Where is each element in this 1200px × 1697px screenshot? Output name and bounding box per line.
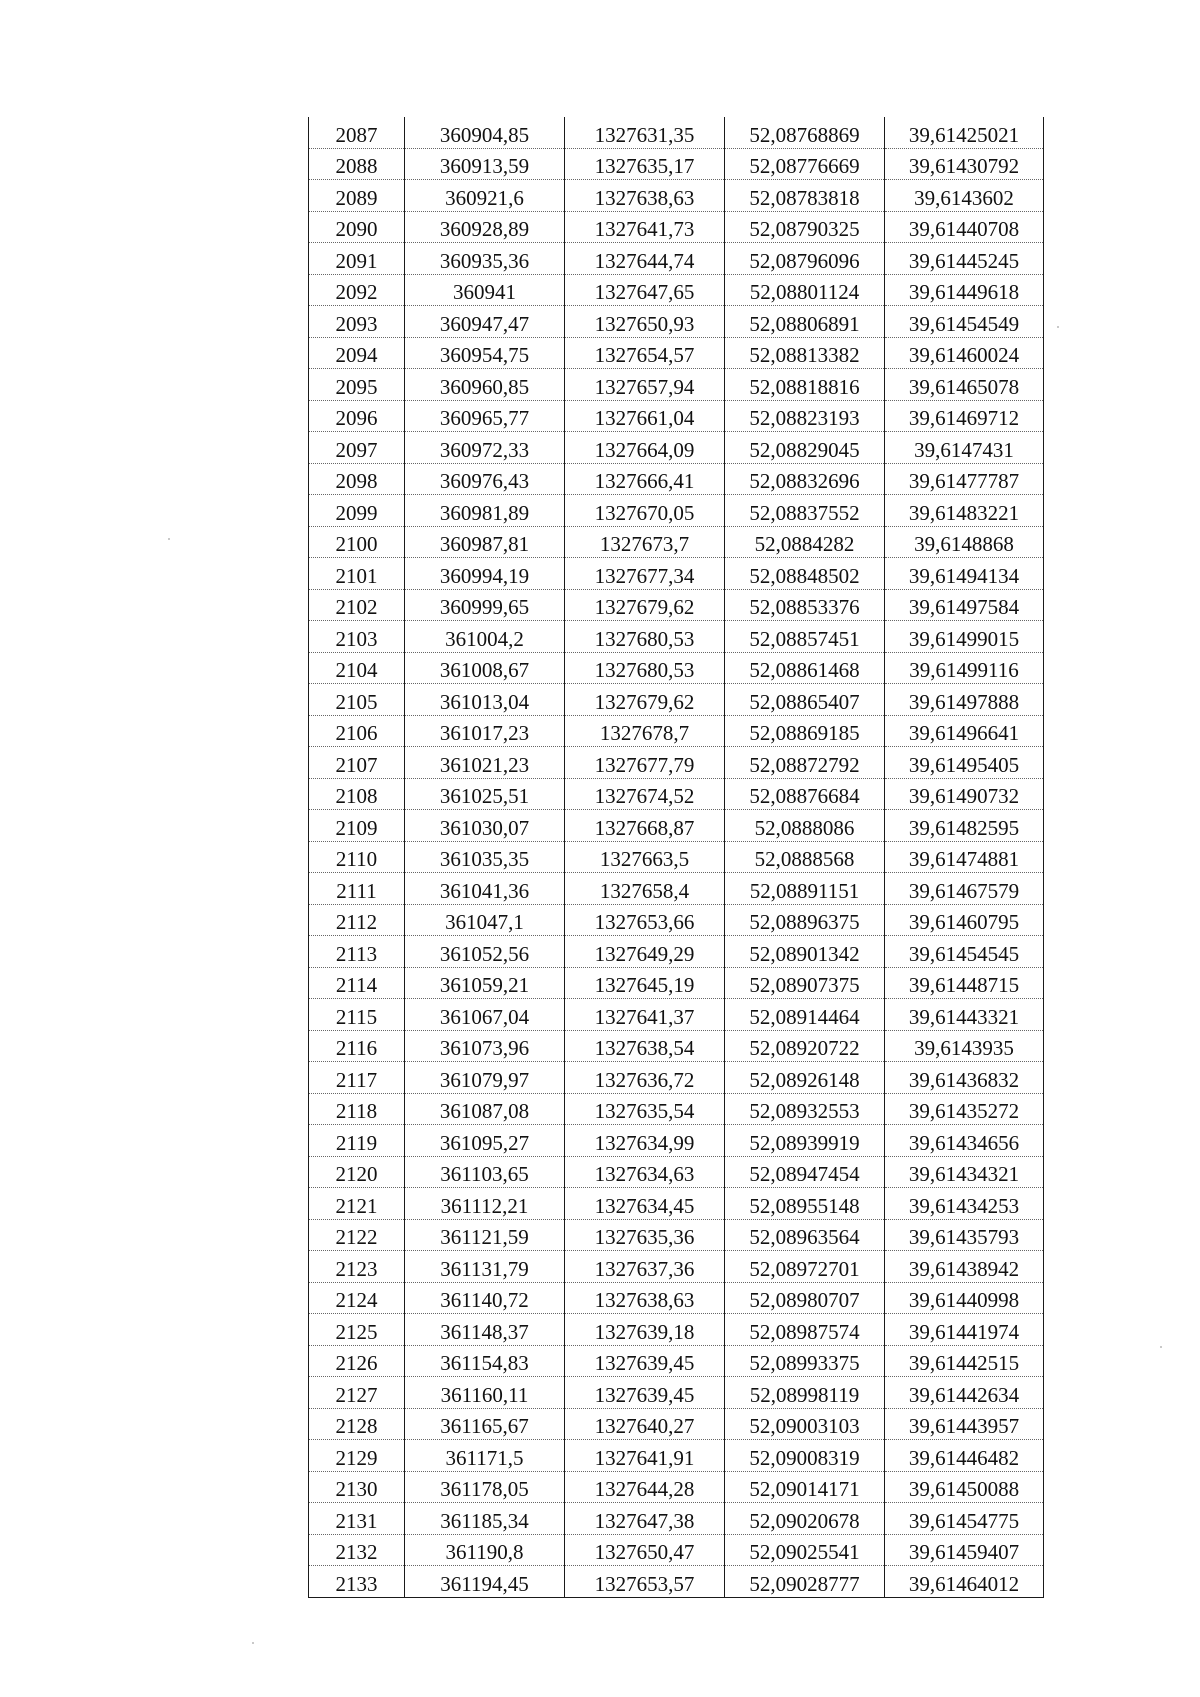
x-coordinate-cell: 361160,11 bbox=[405, 1377, 565, 1409]
table-row bbox=[309, 1282, 1044, 1314]
latitude-cell: 52,09025541 bbox=[725, 1534, 885, 1566]
y-coordinate-cell: 1327653,66 bbox=[565, 904, 725, 936]
longitude-cell: 39,61454775 bbox=[885, 1503, 1044, 1535]
x-coordinate-cell: 360935,36 bbox=[405, 243, 565, 275]
table-row bbox=[309, 148, 1044, 180]
longitude-cell: 39,61496641 bbox=[885, 715, 1044, 747]
point-number-cell: 2101 bbox=[309, 558, 405, 590]
y-coordinate-cell: 1327641,91 bbox=[565, 1440, 725, 1472]
y-coordinate-cell: 1327635,36 bbox=[565, 1219, 725, 1251]
table-row bbox=[309, 1030, 1044, 1062]
y-coordinate-cell: 1327637,36 bbox=[565, 1251, 725, 1283]
y-coordinate-cell: 1327679,62 bbox=[565, 589, 725, 621]
table-row bbox=[309, 621, 1044, 653]
x-coordinate-cell: 361087,08 bbox=[405, 1093, 565, 1125]
latitude-cell: 52,08829045 bbox=[725, 432, 885, 464]
point-number-cell: 2125 bbox=[309, 1314, 405, 1346]
y-coordinate-cell: 1327634,99 bbox=[565, 1125, 725, 1157]
y-coordinate-cell: 1327644,74 bbox=[565, 243, 725, 275]
scan-speck bbox=[168, 538, 170, 540]
point-number-cell: 2122 bbox=[309, 1219, 405, 1251]
latitude-cell: 52,08865407 bbox=[725, 684, 885, 716]
table-row bbox=[309, 1503, 1044, 1535]
point-number-cell: 2127 bbox=[309, 1377, 405, 1409]
y-coordinate-cell: 1327650,93 bbox=[565, 306, 725, 338]
longitude-cell: 39,61425021 bbox=[885, 117, 1044, 148]
point-number-cell: 2130 bbox=[309, 1471, 405, 1503]
table-row bbox=[309, 652, 1044, 684]
longitude-cell: 39,61438942 bbox=[885, 1251, 1044, 1283]
table-row bbox=[309, 967, 1044, 999]
point-number-cell: 2096 bbox=[309, 400, 405, 432]
longitude-cell: 39,6147431 bbox=[885, 432, 1044, 464]
longitude-cell: 39,61454545 bbox=[885, 936, 1044, 968]
point-number-cell: 2097 bbox=[309, 432, 405, 464]
table-row bbox=[309, 1314, 1044, 1346]
latitude-cell: 52,08987574 bbox=[725, 1314, 885, 1346]
longitude-cell: 39,61477787 bbox=[885, 463, 1044, 495]
latitude-cell: 52,08972701 bbox=[725, 1251, 885, 1283]
point-number-cell: 2114 bbox=[309, 967, 405, 999]
latitude-cell: 52,08776669 bbox=[725, 148, 885, 180]
latitude-cell: 52,08801124 bbox=[725, 274, 885, 306]
x-coordinate-cell: 360941 bbox=[405, 274, 565, 306]
latitude-cell: 52,08876684 bbox=[725, 778, 885, 810]
longitude-cell: 39,61448715 bbox=[885, 967, 1044, 999]
point-number-cell: 2090 bbox=[309, 211, 405, 243]
table-row bbox=[309, 589, 1044, 621]
x-coordinate-cell: 360954,75 bbox=[405, 337, 565, 369]
latitude-cell: 52,08783818 bbox=[725, 180, 885, 212]
latitude-cell: 52,08932553 bbox=[725, 1093, 885, 1125]
latitude-cell: 52,08853376 bbox=[725, 589, 885, 621]
x-coordinate-cell: 360947,47 bbox=[405, 306, 565, 338]
point-number-cell: 2116 bbox=[309, 1030, 405, 1062]
table-row bbox=[309, 1534, 1044, 1566]
x-coordinate-cell: 361079,97 bbox=[405, 1062, 565, 1094]
scan-speck bbox=[1160, 1346, 1162, 1348]
table-row bbox=[309, 1251, 1044, 1283]
longitude-cell: 39,61440998 bbox=[885, 1282, 1044, 1314]
point-number-cell: 2098 bbox=[309, 463, 405, 495]
point-number-cell: 2129 bbox=[309, 1440, 405, 1472]
x-coordinate-cell: 361052,56 bbox=[405, 936, 565, 968]
latitude-cell: 52,08823193 bbox=[725, 400, 885, 432]
y-coordinate-cell: 1327649,29 bbox=[565, 936, 725, 968]
point-number-cell: 2118 bbox=[309, 1093, 405, 1125]
table-row bbox=[309, 1440, 1044, 1472]
latitude-cell: 52,08993375 bbox=[725, 1345, 885, 1377]
x-coordinate-cell: 360960,85 bbox=[405, 369, 565, 401]
latitude-cell: 52,08980707 bbox=[725, 1282, 885, 1314]
point-number-cell: 2099 bbox=[309, 495, 405, 527]
x-coordinate-cell: 360913,59 bbox=[405, 148, 565, 180]
x-coordinate-cell: 361030,07 bbox=[405, 810, 565, 842]
x-coordinate-cell: 360987,81 bbox=[405, 526, 565, 558]
table-row bbox=[309, 1093, 1044, 1125]
y-coordinate-cell: 1327631,35 bbox=[565, 117, 725, 148]
point-number-cell: 2131 bbox=[309, 1503, 405, 1535]
table-row bbox=[309, 1156, 1044, 1188]
table-row bbox=[309, 558, 1044, 590]
point-number-cell: 2109 bbox=[309, 810, 405, 842]
latitude-cell: 52,08848502 bbox=[725, 558, 885, 590]
latitude-cell: 52,08768869 bbox=[725, 117, 885, 148]
table-row bbox=[309, 1125, 1044, 1157]
x-coordinate-cell: 361154,83 bbox=[405, 1345, 565, 1377]
longitude-cell: 39,61497888 bbox=[885, 684, 1044, 716]
point-number-cell: 2092 bbox=[309, 274, 405, 306]
point-number-cell: 2104 bbox=[309, 652, 405, 684]
table-row bbox=[309, 715, 1044, 747]
point-number-cell: 2113 bbox=[309, 936, 405, 968]
longitude-cell: 39,61495405 bbox=[885, 747, 1044, 779]
latitude-cell: 52,08998119 bbox=[725, 1377, 885, 1409]
latitude-cell: 52,0884282 bbox=[725, 526, 885, 558]
latitude-cell: 52,08796096 bbox=[725, 243, 885, 275]
x-coordinate-cell: 361021,23 bbox=[405, 747, 565, 779]
x-coordinate-cell: 360999,65 bbox=[405, 589, 565, 621]
longitude-cell: 39,61497584 bbox=[885, 589, 1044, 621]
point-number-cell: 2091 bbox=[309, 243, 405, 275]
y-coordinate-cell: 1327673,7 bbox=[565, 526, 725, 558]
longitude-cell: 39,61450088 bbox=[885, 1471, 1044, 1503]
x-coordinate-cell: 361004,2 bbox=[405, 621, 565, 653]
longitude-cell: 39,61443321 bbox=[885, 999, 1044, 1031]
latitude-cell: 52,08790325 bbox=[725, 211, 885, 243]
latitude-cell: 52,08857451 bbox=[725, 621, 885, 653]
table-row bbox=[309, 873, 1044, 905]
y-coordinate-cell: 1327639,45 bbox=[565, 1377, 725, 1409]
x-coordinate-cell: 361041,36 bbox=[405, 873, 565, 905]
latitude-cell: 52,08806891 bbox=[725, 306, 885, 338]
y-coordinate-cell: 1327677,79 bbox=[565, 747, 725, 779]
point-number-cell: 2111 bbox=[309, 873, 405, 905]
point-number-cell: 2108 bbox=[309, 778, 405, 810]
point-number-cell: 2133 bbox=[309, 1566, 405, 1598]
y-coordinate-cell: 1327666,41 bbox=[565, 463, 725, 495]
point-number-cell: 2121 bbox=[309, 1188, 405, 1220]
x-coordinate-cell: 361059,21 bbox=[405, 967, 565, 999]
latitude-cell: 52,08872792 bbox=[725, 747, 885, 779]
x-coordinate-cell: 360981,89 bbox=[405, 495, 565, 527]
coordinates-table-body bbox=[309, 117, 1044, 1597]
table-row bbox=[309, 337, 1044, 369]
latitude-cell: 52,08914464 bbox=[725, 999, 885, 1031]
table-row bbox=[309, 400, 1044, 432]
point-number-cell: 2089 bbox=[309, 180, 405, 212]
scan-speck bbox=[1057, 326, 1059, 328]
latitude-cell: 52,08869185 bbox=[725, 715, 885, 747]
x-coordinate-cell: 361165,67 bbox=[405, 1408, 565, 1440]
point-number-cell: 2105 bbox=[309, 684, 405, 716]
latitude-cell: 52,09020678 bbox=[725, 1503, 885, 1535]
longitude-cell: 39,61494134 bbox=[885, 558, 1044, 590]
longitude-cell: 39,61440708 bbox=[885, 211, 1044, 243]
point-number-cell: 2117 bbox=[309, 1062, 405, 1094]
point-number-cell: 2088 bbox=[309, 148, 405, 180]
table-row bbox=[309, 180, 1044, 212]
latitude-cell: 52,08837552 bbox=[725, 495, 885, 527]
x-coordinate-cell: 361148,37 bbox=[405, 1314, 565, 1346]
table-row bbox=[309, 1345, 1044, 1377]
point-number-cell: 2115 bbox=[309, 999, 405, 1031]
y-coordinate-cell: 1327678,7 bbox=[565, 715, 725, 747]
longitude-cell: 39,61460024 bbox=[885, 337, 1044, 369]
table-row bbox=[309, 1566, 1044, 1598]
y-coordinate-cell: 1327677,34 bbox=[565, 558, 725, 590]
x-coordinate-cell: 361121,59 bbox=[405, 1219, 565, 1251]
x-coordinate-cell: 360994,19 bbox=[405, 558, 565, 590]
point-number-cell: 2103 bbox=[309, 621, 405, 653]
y-coordinate-cell: 1327680,53 bbox=[565, 652, 725, 684]
y-coordinate-cell: 1327639,45 bbox=[565, 1345, 725, 1377]
longitude-cell: 39,61430792 bbox=[885, 148, 1044, 180]
y-coordinate-cell: 1327647,38 bbox=[565, 1503, 725, 1535]
longitude-cell: 39,61483221 bbox=[885, 495, 1044, 527]
x-coordinate-cell: 361103,65 bbox=[405, 1156, 565, 1188]
table-row bbox=[309, 810, 1044, 842]
table-row bbox=[309, 369, 1044, 401]
y-coordinate-cell: 1327638,63 bbox=[565, 1282, 725, 1314]
longitude-cell: 39,61443957 bbox=[885, 1408, 1044, 1440]
y-coordinate-cell: 1327680,53 bbox=[565, 621, 725, 653]
y-coordinate-cell: 1327645,19 bbox=[565, 967, 725, 999]
point-number-cell: 2123 bbox=[309, 1251, 405, 1283]
longitude-cell: 39,61499116 bbox=[885, 652, 1044, 684]
longitude-cell: 39,61434321 bbox=[885, 1156, 1044, 1188]
table-row bbox=[309, 1377, 1044, 1409]
point-number-cell: 2095 bbox=[309, 369, 405, 401]
table-row bbox=[309, 1188, 1044, 1220]
longitude-cell: 39,61446482 bbox=[885, 1440, 1044, 1472]
point-number-cell: 2112 bbox=[309, 904, 405, 936]
latitude-cell: 52,08926148 bbox=[725, 1062, 885, 1094]
latitude-cell: 52,08955148 bbox=[725, 1188, 885, 1220]
table-row bbox=[309, 1471, 1044, 1503]
longitude-cell: 39,61490732 bbox=[885, 778, 1044, 810]
table-row bbox=[309, 117, 1044, 148]
latitude-cell: 52,08818816 bbox=[725, 369, 885, 401]
longitude-cell: 39,61469712 bbox=[885, 400, 1044, 432]
x-coordinate-cell: 361140,72 bbox=[405, 1282, 565, 1314]
longitude-cell: 39,61434253 bbox=[885, 1188, 1044, 1220]
table-row bbox=[309, 211, 1044, 243]
x-coordinate-cell: 361178,05 bbox=[405, 1471, 565, 1503]
table-row bbox=[309, 684, 1044, 716]
y-coordinate-cell: 1327657,94 bbox=[565, 369, 725, 401]
x-coordinate-cell: 361185,34 bbox=[405, 1503, 565, 1535]
y-coordinate-cell: 1327664,09 bbox=[565, 432, 725, 464]
longitude-cell: 39,61460795 bbox=[885, 904, 1044, 936]
latitude-cell: 52,08896375 bbox=[725, 904, 885, 936]
table-row bbox=[309, 526, 1044, 558]
latitude-cell: 52,09028777 bbox=[725, 1566, 885, 1598]
x-coordinate-cell: 361025,51 bbox=[405, 778, 565, 810]
y-coordinate-cell: 1327674,52 bbox=[565, 778, 725, 810]
x-coordinate-cell: 360928,89 bbox=[405, 211, 565, 243]
longitude-cell: 39,61474881 bbox=[885, 841, 1044, 873]
longitude-cell: 39,6148868 bbox=[885, 526, 1044, 558]
point-number-cell: 2100 bbox=[309, 526, 405, 558]
x-coordinate-cell: 361073,96 bbox=[405, 1030, 565, 1062]
y-coordinate-cell: 1327650,47 bbox=[565, 1534, 725, 1566]
y-coordinate-cell: 1327679,62 bbox=[565, 684, 725, 716]
point-number-cell: 2110 bbox=[309, 841, 405, 873]
table-row bbox=[309, 841, 1044, 873]
x-coordinate-cell: 361095,27 bbox=[405, 1125, 565, 1157]
point-number-cell: 2087 bbox=[309, 117, 405, 148]
latitude-cell: 52,0888086 bbox=[725, 810, 885, 842]
x-coordinate-cell: 360904,85 bbox=[405, 117, 565, 148]
latitude-cell: 52,08832696 bbox=[725, 463, 885, 495]
point-number-cell: 2106 bbox=[309, 715, 405, 747]
point-number-cell: 2120 bbox=[309, 1156, 405, 1188]
longitude-cell: 39,61442634 bbox=[885, 1377, 1044, 1409]
latitude-cell: 52,0888568 bbox=[725, 841, 885, 873]
point-number-cell: 2124 bbox=[309, 1282, 405, 1314]
longitude-cell: 39,61435793 bbox=[885, 1219, 1044, 1251]
y-coordinate-cell: 1327661,04 bbox=[565, 400, 725, 432]
point-number-cell: 2126 bbox=[309, 1345, 405, 1377]
x-coordinate-cell: 361008,67 bbox=[405, 652, 565, 684]
y-coordinate-cell: 1327653,57 bbox=[565, 1566, 725, 1598]
y-coordinate-cell: 1327641,73 bbox=[565, 211, 725, 243]
latitude-cell: 52,09003103 bbox=[725, 1408, 885, 1440]
x-coordinate-cell: 361194,45 bbox=[405, 1566, 565, 1598]
table-row bbox=[309, 463, 1044, 495]
table-row bbox=[309, 306, 1044, 338]
table-row bbox=[309, 274, 1044, 306]
longitude-cell: 39,61435272 bbox=[885, 1093, 1044, 1125]
point-number-cell: 2102 bbox=[309, 589, 405, 621]
longitude-cell: 39,61441974 bbox=[885, 1314, 1044, 1346]
longitude-cell: 39,6143935 bbox=[885, 1030, 1044, 1062]
y-coordinate-cell: 1327635,54 bbox=[565, 1093, 725, 1125]
point-number-cell: 2093 bbox=[309, 306, 405, 338]
x-coordinate-cell: 361171,5 bbox=[405, 1440, 565, 1472]
y-coordinate-cell: 1327644,28 bbox=[565, 1471, 725, 1503]
table-row bbox=[309, 1062, 1044, 1094]
point-number-cell: 2132 bbox=[309, 1534, 405, 1566]
x-coordinate-cell: 361067,04 bbox=[405, 999, 565, 1031]
table-row bbox=[309, 999, 1044, 1031]
longitude-cell: 39,61442515 bbox=[885, 1345, 1044, 1377]
longitude-cell: 39,61499015 bbox=[885, 621, 1044, 653]
longitude-cell: 39,61454549 bbox=[885, 306, 1044, 338]
y-coordinate-cell: 1327663,5 bbox=[565, 841, 725, 873]
table-row bbox=[309, 747, 1044, 779]
y-coordinate-cell: 1327638,63 bbox=[565, 180, 725, 212]
latitude-cell: 52,08861468 bbox=[725, 652, 885, 684]
x-coordinate-cell: 361112,21 bbox=[405, 1188, 565, 1220]
longitude-cell: 39,6143602 bbox=[885, 180, 1044, 212]
y-coordinate-cell: 1327640,27 bbox=[565, 1408, 725, 1440]
longitude-cell: 39,61459407 bbox=[885, 1534, 1044, 1566]
y-coordinate-cell: 1327658,4 bbox=[565, 873, 725, 905]
longitude-cell: 39,61464012 bbox=[885, 1566, 1044, 1598]
y-coordinate-cell: 1327654,57 bbox=[565, 337, 725, 369]
longitude-cell: 39,61434656 bbox=[885, 1125, 1044, 1157]
table-row bbox=[309, 778, 1044, 810]
y-coordinate-cell: 1327636,72 bbox=[565, 1062, 725, 1094]
y-coordinate-cell: 1327641,37 bbox=[565, 999, 725, 1031]
latitude-cell: 52,09014171 bbox=[725, 1471, 885, 1503]
y-coordinate-cell: 1327639,18 bbox=[565, 1314, 725, 1346]
table-row bbox=[309, 1219, 1044, 1251]
point-number-cell: 2119 bbox=[309, 1125, 405, 1157]
latitude-cell: 52,08907375 bbox=[725, 967, 885, 999]
latitude-cell: 52,08920722 bbox=[725, 1030, 885, 1062]
latitude-cell: 52,08963564 bbox=[725, 1219, 885, 1251]
longitude-cell: 39,61449618 bbox=[885, 274, 1044, 306]
scan-speck bbox=[252, 1642, 254, 1644]
latitude-cell: 52,08813382 bbox=[725, 337, 885, 369]
x-coordinate-cell: 360965,77 bbox=[405, 400, 565, 432]
coordinates-table bbox=[308, 117, 1044, 1598]
y-coordinate-cell: 1327647,65 bbox=[565, 274, 725, 306]
table-row bbox=[309, 1408, 1044, 1440]
latitude-cell: 52,09008319 bbox=[725, 1440, 885, 1472]
longitude-cell: 39,61465078 bbox=[885, 369, 1044, 401]
longitude-cell: 39,61436832 bbox=[885, 1062, 1044, 1094]
point-number-cell: 2128 bbox=[309, 1408, 405, 1440]
y-coordinate-cell: 1327634,63 bbox=[565, 1156, 725, 1188]
table-row bbox=[309, 432, 1044, 464]
table-row bbox=[309, 243, 1044, 275]
table-row bbox=[309, 936, 1044, 968]
latitude-cell: 52,08901342 bbox=[725, 936, 885, 968]
y-coordinate-cell: 1327668,87 bbox=[565, 810, 725, 842]
point-number-cell: 2094 bbox=[309, 337, 405, 369]
latitude-cell: 52,08891151 bbox=[725, 873, 885, 905]
longitude-cell: 39,61482595 bbox=[885, 810, 1044, 842]
table-row bbox=[309, 495, 1044, 527]
longitude-cell: 39,61467579 bbox=[885, 873, 1044, 905]
table-row bbox=[309, 904, 1044, 936]
y-coordinate-cell: 1327634,45 bbox=[565, 1188, 725, 1220]
y-coordinate-cell: 1327670,05 bbox=[565, 495, 725, 527]
x-coordinate-cell: 360976,43 bbox=[405, 463, 565, 495]
x-coordinate-cell: 361013,04 bbox=[405, 684, 565, 716]
y-coordinate-cell: 1327635,17 bbox=[565, 148, 725, 180]
x-coordinate-cell: 361131,79 bbox=[405, 1251, 565, 1283]
x-coordinate-cell: 361190,8 bbox=[405, 1534, 565, 1566]
latitude-cell: 52,08939919 bbox=[725, 1125, 885, 1157]
x-coordinate-cell: 361017,23 bbox=[405, 715, 565, 747]
x-coordinate-cell: 360921,6 bbox=[405, 180, 565, 212]
x-coordinate-cell: 361047,1 bbox=[405, 904, 565, 936]
x-coordinate-cell: 361035,35 bbox=[405, 841, 565, 873]
y-coordinate-cell: 1327638,54 bbox=[565, 1030, 725, 1062]
point-number-cell: 2107 bbox=[309, 747, 405, 779]
x-coordinate-cell: 360972,33 bbox=[405, 432, 565, 464]
latitude-cell: 52,08947454 bbox=[725, 1156, 885, 1188]
longitude-cell: 39,61445245 bbox=[885, 243, 1044, 275]
